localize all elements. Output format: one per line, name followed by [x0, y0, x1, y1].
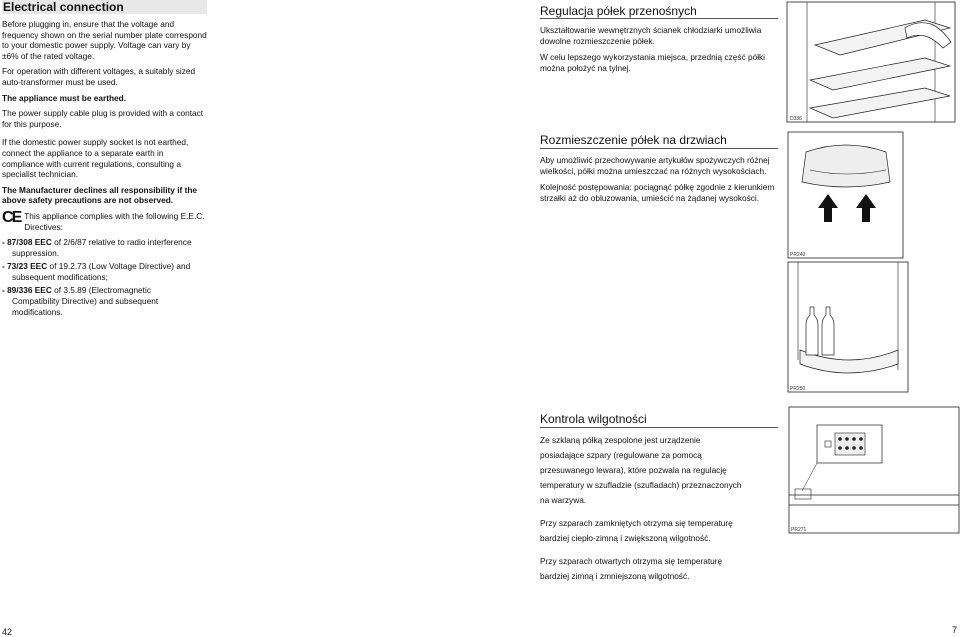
- paragraph: Kolejność postępowania: pociągnąć półkę zgodnie z kierunkiem strzałki aż do obluzowania, umieścić na żądanej wysokości.: [540, 182, 775, 203]
- bottle-icon: [806, 307, 818, 355]
- ce-mark-logo: CE: [2, 208, 21, 226]
- fridge-interior-illustration: [786, 260, 911, 395]
- paragraph-bold: The Manufacturer declines all responsibility if the above safety precautions are not observed.: [2, 184, 198, 206]
- paragraph: Aby umożliwić przechowywanie artykułów spożywczych różnej wielkości, półki można umieszczać na różnych wysokościach.: [540, 155, 770, 176]
- paragraph: Przy szparach otwartych otrzyma się temperaturę bardziej zimną i zmniejszoną wilgotność.: [540, 556, 723, 581]
- door-shelf-illustration: [786, 130, 906, 260]
- svg-text:PR249: PR249: [790, 252, 806, 258]
- arrow-up-icon: [856, 194, 876, 222]
- page-number-right: 7: [952, 625, 958, 635]
- electrical-section: [2, 19, 207, 320]
- paragraph: W celu lepszego wykorzystania miejsca, przednią część półki można położyć na tylnej.: [540, 52, 766, 73]
- section-title-humidity: Kontrola wilgotności: [540, 412, 647, 426]
- svg-text:PR250: PR250: [790, 386, 806, 392]
- page-number-left: 42: [2, 627, 13, 637]
- svg-text:PR271: PR271: [791, 527, 807, 533]
- title-rule: [540, 148, 778, 149]
- humidity-control-illustration: [787, 405, 960, 535]
- directive-list: [2, 237, 207, 317]
- arrow-up-icon: [818, 194, 838, 222]
- paragraph: Before plugging in, ensure that the voltage and frequency shown on the serial number plate correspond to your domestic power supply. Voltage can vary by ±6% of the rated voltage.: [2, 19, 207, 61]
- section-title-door-shelves: Rozmieszczenie półek na drzwiach: [540, 133, 727, 147]
- humidity-section: [540, 433, 745, 592]
- door-shelves-section: [540, 155, 775, 209]
- shelves-illustration: [785, 0, 960, 125]
- svg-text:D336: D336: [790, 116, 802, 122]
- paragraph: If the domestic power supply socket is not earthed, connect the appliance to a separate earth in compliance with current regulations, consulting a specialist technician.: [2, 137, 189, 180]
- paragraph-bold: The appliance must be earthed.: [2, 92, 127, 103]
- directive-item: - 87/308 EEC of 2/6/87 relative to radio interference suppression.: [2, 237, 192, 258]
- paragraph: Przy szparach zamkniętych otrzyma się temperaturę bardziej ciepło-zimną i zwiększoną wilgotność.: [540, 518, 733, 543]
- section-title-electrical: Electrical connection: [3, 0, 124, 14]
- bottle-icon: [822, 307, 834, 355]
- ce-statement: [2, 208, 207, 232]
- title-rule: [540, 427, 778, 428]
- paragraph: The power supply cable plug is provided with a contact for this purpose.: [2, 108, 204, 129]
- directive-item: - 73/23 EEC of 19.2.73 (Low Voltage Directive) and subsequent modifications;: [2, 261, 191, 282]
- ce-text: This appliance complies with the following E.E.C. Directives:: [24, 210, 205, 232]
- directive-item: - 89/336 EEC of 3.5.89 (Electromagnetic Compatibility Directive) and subsequent modifications.: [2, 285, 159, 317]
- section-title-shelves: Regulacja półek przenośnych: [540, 4, 697, 18]
- title-rule: [540, 18, 778, 19]
- paragraph: Ukształtowanie wewnętrznych ścianek chłodziarki umożliwia dowolne rozmieszczenie półek.: [540, 25, 762, 46]
- paragraph: For operation with different voltages, a suitably sized auto-transformer must be used.: [2, 66, 196, 87]
- shelves-section: [540, 25, 775, 79]
- paragraph: Ze szklaną półką zespolone jest urządzenie posiadające szpary (regulowane za pomocą przesuwanego lewara), które pozwala na regulację temperatury w szufladzie (szufladach) przeznaczonych na warzywa.: [540, 435, 742, 505]
